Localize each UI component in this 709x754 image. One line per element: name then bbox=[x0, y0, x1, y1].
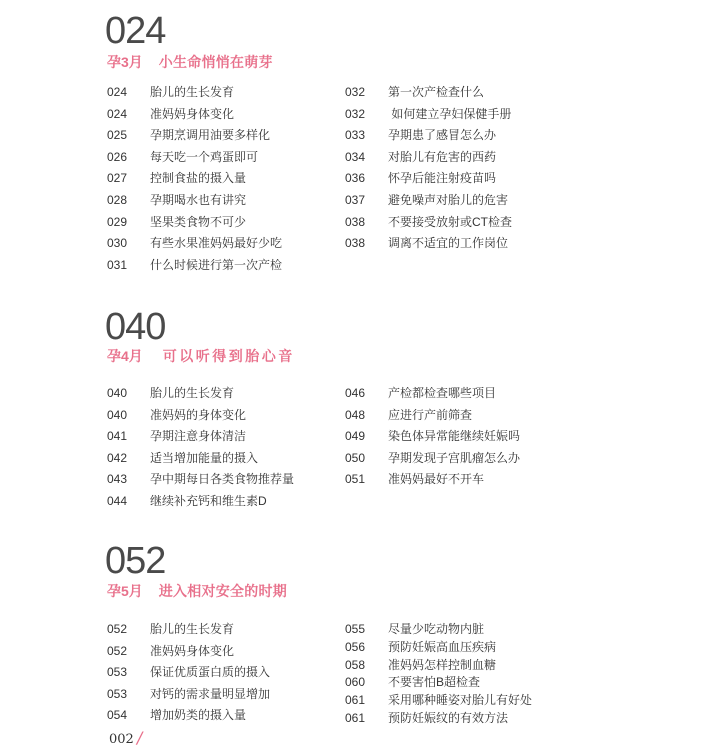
toc-page-number: 041 bbox=[107, 429, 128, 444]
toc-entry-title: 准妈妈的身体变化 bbox=[150, 407, 247, 422]
toc-entry-title: 尽量少吃动物内脏 bbox=[388, 622, 485, 636]
toc-page-number: 029 bbox=[107, 214, 128, 229]
toc-page-number: 042 bbox=[107, 450, 128, 465]
toc-entry bbox=[107, 125, 337, 147]
toc-entry bbox=[345, 104, 575, 126]
toc-entry-title: 准妈妈身体变化 bbox=[150, 106, 235, 121]
toc-list-right bbox=[345, 82, 575, 255]
toc-entry-title: 不要接受放射或CT检查 bbox=[388, 214, 512, 229]
toc-entry bbox=[345, 147, 575, 169]
toc-entry bbox=[345, 383, 575, 405]
toc-page-number: 044 bbox=[107, 493, 128, 508]
toc-entry-title: 对胎儿有危害的西药 bbox=[388, 149, 497, 164]
toc-entry bbox=[345, 233, 575, 255]
toc-entry bbox=[107, 147, 337, 169]
toc-entry-title: 孕期喝水也有讲究 bbox=[150, 192, 247, 207]
toc-entry bbox=[107, 104, 337, 126]
toc-entry-title: 应进行产前筛查 bbox=[388, 407, 473, 422]
toc-list-left bbox=[107, 383, 337, 513]
toc-page-number: 024 bbox=[107, 106, 128, 121]
toc-entry-title: 增加奶类的摄入量 bbox=[150, 708, 247, 723]
toc-page-number: 055 bbox=[345, 622, 366, 636]
toc-entry-title: 每天吃一个鸡蛋即可 bbox=[150, 149, 259, 164]
toc-page-number: 032 bbox=[345, 85, 366, 99]
toc-entry bbox=[107, 405, 337, 427]
section-start-page: 040 bbox=[105, 306, 166, 348]
toc-page-number: 053 bbox=[107, 665, 128, 680]
month-label: 孕4月 bbox=[107, 348, 143, 364]
toc-entry-title: 胎儿的生长发育 bbox=[150, 386, 235, 400]
toc-page-number: 024 bbox=[107, 85, 128, 99]
toc-entry-title: 染色体异常能继续妊娠吗 bbox=[388, 429, 521, 444]
toc-page-number: 040 bbox=[107, 386, 128, 400]
toc-entry bbox=[107, 705, 337, 727]
toc-entry bbox=[107, 491, 337, 513]
month-label: 孕5月 bbox=[107, 583, 143, 599]
toc-page-number: 028 bbox=[107, 192, 128, 207]
toc-entry-title: 避免噪声对胎儿的危害 bbox=[388, 192, 509, 207]
toc-entry bbox=[345, 710, 575, 728]
toc-page-number: 038 bbox=[345, 214, 366, 229]
toc-list-right bbox=[345, 383, 575, 491]
toc-entry-title: 什么时候进行第一次产检 bbox=[150, 257, 283, 272]
footer-slash-mark: / bbox=[136, 728, 143, 747]
toc-entry-title: 孕期烹调用油要多样化 bbox=[150, 128, 271, 143]
toc-page-number: 046 bbox=[345, 386, 366, 400]
toc-entry-title: 怀孕后能注射疫苗吗 bbox=[388, 171, 497, 186]
toc-page-number: 052 bbox=[107, 643, 128, 658]
toc-entry-title: 不要害怕B超检查 bbox=[388, 675, 481, 690]
toc-entry-title: 采用哪种睡姿对胎儿有好处 bbox=[388, 693, 533, 708]
toc-entry bbox=[345, 621, 575, 639]
toc-entry bbox=[345, 657, 575, 675]
toc-page-number: 038 bbox=[345, 236, 366, 251]
toc-page-number: 026 bbox=[107, 149, 128, 164]
month-heading bbox=[107, 581, 287, 601]
toc-page-number: 051 bbox=[345, 472, 366, 487]
month-label: 孕3月 bbox=[107, 54, 143, 70]
toc-entry bbox=[345, 674, 575, 692]
toc-entry-title: 如何建立孕妇保健手册 bbox=[388, 106, 512, 121]
toc-entry bbox=[345, 212, 575, 234]
toc-page-number: 027 bbox=[107, 171, 128, 186]
toc-list-left bbox=[107, 619, 337, 727]
toc-entry bbox=[107, 426, 337, 448]
toc-entry bbox=[345, 639, 575, 657]
toc-entry bbox=[107, 168, 337, 190]
toc-entry bbox=[107, 619, 337, 641]
toc-page-number: 048 bbox=[345, 407, 366, 422]
toc-entry bbox=[107, 82, 337, 104]
toc-entry-title: 调离不适宜的工作岗位 bbox=[388, 236, 509, 251]
toc-page-number: 040 bbox=[107, 407, 128, 422]
toc-entry-title: 预防妊娠高血压疾病 bbox=[388, 639, 497, 654]
toc-page-number: 054 bbox=[107, 708, 128, 723]
toc-page-number: 061 bbox=[345, 710, 366, 725]
toc-entry bbox=[345, 448, 575, 470]
toc-entry-title: 产检都检查哪些项目 bbox=[388, 386, 497, 400]
toc-page-number: 043 bbox=[107, 472, 128, 487]
toc-entry-title: 有些水果准妈妈最好少吃 bbox=[150, 236, 283, 251]
toc-page-number: 031 bbox=[107, 257, 128, 272]
toc-page-number: 025 bbox=[107, 128, 128, 143]
month-heading bbox=[107, 52, 273, 72]
toc-entry-title: 准妈妈怎样控制血糖 bbox=[388, 657, 497, 672]
toc-entry bbox=[107, 212, 337, 234]
toc-page-number: 050 bbox=[345, 450, 366, 465]
section-start-page: 052 bbox=[105, 540, 166, 582]
toc-entry-title: 准妈妈身体变化 bbox=[150, 643, 235, 658]
toc-page-number: 034 bbox=[345, 149, 366, 164]
toc-entry bbox=[345, 168, 575, 190]
toc-entry-title: 保证优质蛋白质的摄入 bbox=[150, 665, 271, 680]
toc-entry bbox=[345, 692, 575, 710]
toc-page-number: 056 bbox=[345, 639, 366, 654]
toc-entry bbox=[345, 469, 575, 491]
toc-entry bbox=[345, 405, 575, 427]
toc-entry bbox=[345, 190, 575, 212]
month-heading bbox=[107, 346, 295, 366]
toc-page-number: 037 bbox=[345, 192, 366, 207]
toc-page-number: 049 bbox=[345, 429, 366, 444]
toc-page-number: 033 bbox=[345, 128, 366, 143]
toc-list-right bbox=[345, 621, 575, 728]
month-subtitle: 小生命悄悄在萌芽 bbox=[158, 54, 273, 70]
toc-entry-title: 孕中期每日各类食物推荐量 bbox=[150, 472, 295, 487]
toc-entry bbox=[107, 233, 337, 255]
toc-list-left bbox=[107, 82, 337, 276]
toc-entry-title: 胎儿的生长发育 bbox=[150, 85, 235, 99]
toc-entry-title: 孕期患了感冒怎么办 bbox=[388, 128, 497, 143]
toc-entry-title: 准妈妈最好不开车 bbox=[388, 472, 485, 487]
toc-page-number: 061 bbox=[345, 693, 366, 708]
page-footer bbox=[109, 729, 142, 747]
toc-entry-title: 继续补充钙和维生素D bbox=[150, 493, 267, 508]
toc-entry-title: 适当增加能量的摄入 bbox=[150, 450, 259, 465]
toc-entry-title: 控制食盐的摄入量 bbox=[150, 171, 247, 186]
toc-entry bbox=[345, 125, 575, 147]
toc-page-number: 058 bbox=[345, 657, 366, 672]
toc-entry bbox=[107, 190, 337, 212]
toc-entry bbox=[345, 82, 575, 104]
toc-page-number: 036 bbox=[345, 171, 366, 186]
toc-entry-title: 预防妊娠纹的有效方法 bbox=[388, 710, 509, 725]
footer-page-number: 002 bbox=[109, 732, 134, 747]
toc-entry-title: 第一次产检查什么 bbox=[388, 85, 485, 99]
toc-entry bbox=[107, 662, 337, 684]
toc-entry bbox=[107, 684, 337, 706]
toc-entry-title: 孕期发现子宫肌瘤怎么办 bbox=[388, 450, 521, 465]
toc-page-number: 060 bbox=[345, 675, 366, 690]
toc-entry-title: 对钙的需求量明显增加 bbox=[150, 686, 271, 701]
toc-entry bbox=[107, 469, 337, 491]
month-subtitle: 可以听得到胎心音 bbox=[162, 348, 295, 364]
toc-entry bbox=[107, 641, 337, 663]
section-start-page: 024 bbox=[105, 10, 166, 52]
toc-entry-title: 坚果类食物不可少 bbox=[150, 214, 247, 229]
toc-page-number: 032 bbox=[345, 106, 366, 121]
toc-entry bbox=[107, 255, 337, 277]
toc-entry bbox=[107, 448, 337, 470]
toc-entry bbox=[107, 383, 337, 405]
toc-entry-title: 胎儿的生长发育 bbox=[150, 622, 235, 636]
toc-entry-title: 孕期注意身体清洁 bbox=[150, 429, 247, 444]
toc-page-number: 030 bbox=[107, 236, 128, 251]
toc-page-number: 053 bbox=[107, 686, 128, 701]
toc-entry bbox=[345, 426, 575, 448]
month-subtitle: 进入相对安全的时期 bbox=[158, 583, 288, 599]
toc-page-number: 052 bbox=[107, 622, 128, 636]
